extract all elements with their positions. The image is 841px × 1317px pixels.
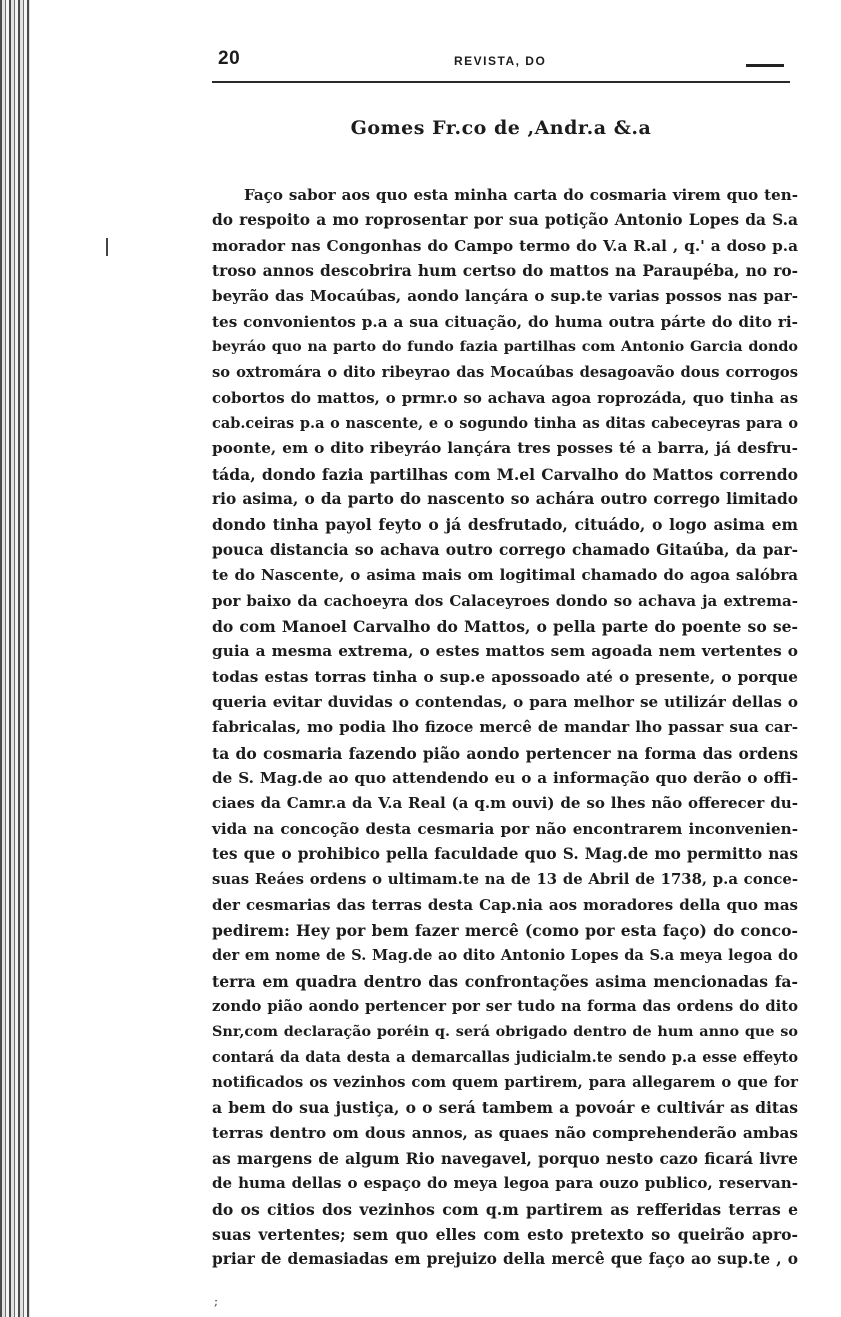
text-line: pouca distancia so achava outro corrego chamado Gitaúba, da par- <box>212 540 798 559</box>
document-body <box>212 183 798 1273</box>
text-line: Snr,com declaração poréin q. será obrigado dentro de hum anno que so <box>212 1023 798 1041</box>
text-line: troso annos descobrira hum certso do mattos na Paraupéba, no ro- <box>212 262 798 281</box>
text-line: pedirem: Hey por bem fazer mercê (como por esta faço) do conco- <box>212 920 798 940</box>
text-line: ciaes da Camr.a da V.a Real (a q.m ouvi) de so lhes não offerecer du- <box>212 794 798 813</box>
page-header <box>212 46 790 76</box>
text-line: beyrão das Mocaúbas, aondo lançára o sup.te varias possos nas par- <box>212 287 798 306</box>
text-line: poonte, em o dito ribeyráo lançára tres posses té a barra, já desfru- <box>212 439 798 458</box>
text-line: notificados os vezinhos com quem partirem, para allegarem o que for <box>212 1073 798 1092</box>
text-line: do com Manoel Carvalho do Mattos, o pella parte do poente so se- <box>212 616 798 636</box>
text-line: cobortos do mattos, o prmr.o so achava agoa roprozáda, quo tinha as <box>212 388 798 407</box>
header-ornament-dash <box>746 64 784 67</box>
margin-mark <box>106 238 108 256</box>
header-rule <box>212 81 790 83</box>
text-line: rio asima, o da parto do nascento so achára outro corrego limitado <box>212 490 798 509</box>
text-line: por baixo da cachoeyra dos Calaceyroes dondo so achava ja extrema- <box>212 591 798 610</box>
text-line: der em nome de S. Mag.de ao dito Antonio Lopes da S.a meya legoa do <box>212 947 798 965</box>
text-line: ta do cosmaria fazendo pião aondo pertencer na forma das ordens <box>212 743 798 763</box>
text-line: tes que o prohibico pella faculdade quo S. Mag.de mo permitto nas <box>212 844 798 863</box>
text-line: te do Nascente, o asima mais om logitimal chamado do agoa salóbra <box>212 566 798 585</box>
text-line: so oxtromára o dito ribeyrao das Mocaúbas desagoavão dous corrogos <box>212 364 798 382</box>
page-number: 20 <box>218 48 241 69</box>
text-line: do respoito a mo roprosentar por sua potição Antonio Lopes da S.a <box>212 211 798 230</box>
text-line: terra em quadra dentro das confrontações asima mencionadas fa- <box>212 971 798 991</box>
text-line: suas vertentes; sem quo elles com esto pretexto so queirão apro- <box>212 1225 798 1245</box>
binding-edge-shadow <box>0 0 30 1317</box>
text-line: dondo tinha payol feyto o já desfrutado, cituádo, o logo asima em <box>212 515 798 535</box>
text-line: cab.ceiras p.a o nascente, e o sogundo tinha as ditas cabeceyras para o <box>212 415 798 433</box>
text-line: beyráo quo na parto do fundo fazia partilhas com Antonio Garcia dondo <box>212 339 798 356</box>
text-line: guia a mesma extrema, o estes mattos sem agoada nem vertentes o <box>212 642 798 661</box>
document-title: Gomes Fr.co de ,Andr.a &.a <box>350 117 652 139</box>
text-line: de S. Mag.de ao quo attendendo eu o a informação quo derão o offi- <box>212 768 798 787</box>
text-line: der cesmarias das terras desta Cap.nia aos moradores della quo mas <box>212 895 798 914</box>
text-line: priar de demasiadas em prejuizo della mercê que faço ao sup.te , o <box>212 1250 798 1269</box>
text-line: Faço sabor aos quo esta minha carta do cosmaria virem quo ten- <box>244 186 798 204</box>
text-line: terras dentro om dous annos, as quaes não comprehenderão ambas <box>212 1123 798 1142</box>
text-line: queria evitar duvidas o contendas, o para melhor se utilizár dellas o <box>212 692 798 711</box>
text-line: zondo pião aondo pertencer por ser tudo na forma das ordens do dito <box>212 997 798 1015</box>
text-line: fabricalas, mo podia lho fizoce mercê de mandar lho passar sua car- <box>212 718 798 737</box>
running-head: REVISTA, DO <box>454 54 547 68</box>
text-line: tes convonientos p.a a sua cituação, do huma outra párte do dito ri- <box>212 312 798 331</box>
stray-mark: ; <box>214 1294 219 1308</box>
text-line: do os citios dos vezinhos com q.m partirem as refferidas terras e <box>212 1199 798 1219</box>
text-line: a bem do sua justiça, o o será tambem a povoár e cultivár as ditas <box>212 1098 798 1118</box>
text-line: morador nas Congonhas do Campo termo do V.a R.al , q.' a doso p.a <box>212 236 798 255</box>
text-line: vida na concoção desta cesmaria por não encontrarem inconvenien- <box>212 819 798 838</box>
text-line: táda, dondo fazia partilhas com M.el Carvalho do Mattos correndo <box>212 464 798 484</box>
text-line: suas Reáes ordens o ultimam.te na de 13 de Abril de 1738, p.a conce- <box>212 871 798 889</box>
text-line: contará da data desta a demarcallas judicialm.te sendo p.a esse effeyto <box>212 1048 798 1066</box>
text-line: de huma dellas o espaço do meya legoa para ouzo publico, reservan- <box>212 1174 798 1193</box>
text-line: todas estas torras tinha o sup.e apossoado até o presente, o porque <box>212 667 798 686</box>
text-line: as margens de algum Rio navegavel, porquo nesto cazo ficará livre <box>212 1149 798 1169</box>
